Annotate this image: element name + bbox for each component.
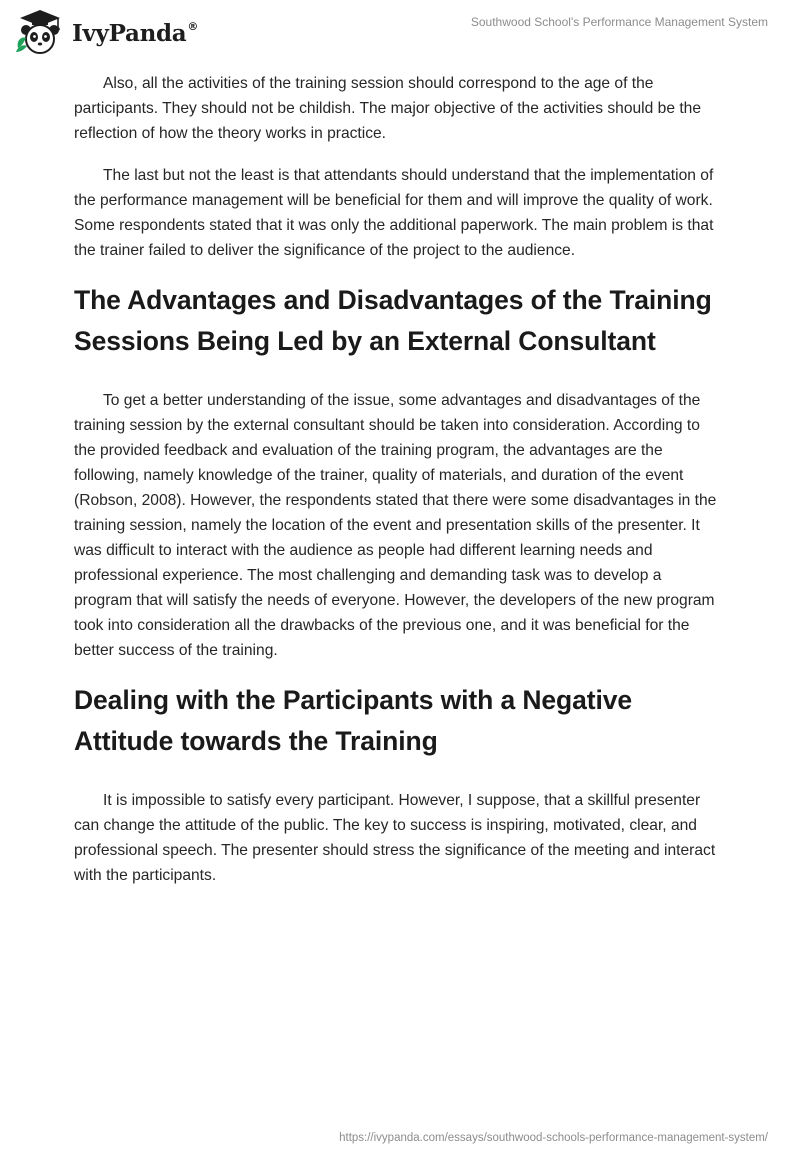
paragraph: The last but not the least is that attendants should understand that the implementation of the performance management will be beneficial for them and will improve the quality of work. Some respondents stated that it was only the additional paperwork. The main problem is that the trainer failed to deliver the significance of the project to the audience.	[74, 167, 714, 259]
essay-content	[74, 71, 720, 905]
paragraph: To get a better understanding of the issue, some advantages and disadvantages of the training session by the external consultant should be taken into consideration. According to the provided feedback and evaluation of the training program, the advantages are the following, namely knowledge of the trainer, quality of materials, and duration of the event (Robson, 2008). However, the respondents stated that there were some disadvantages in the training session, namely the location of the event and presentation skills of the presenter. It was difficult to interact with the audience as people had different learning needs and professional experience. The most challenging and demanding task was to develop a program that will satisfy the needs of everyone. However, the developers of the new program took into consideration all the drawbacks of the previous one, and it was beneficial for the better success of the training.	[74, 392, 717, 659]
section-heading-negative-attitude: Dealing with the Participants with a Negative Attitude towards the Training	[74, 685, 633, 756]
paragraph: It is impossible to satisfy every participant. However, I suppose, that a skillful presenter can change the attitude of the public. The key to success is inspiring, motivated, clear, and professional speech. The presenter should stress the significance of the meeting and interact with the participants.	[74, 792, 716, 884]
brand-name: IvyPanda®	[72, 19, 199, 47]
source-url-link[interactable]: https://ivypanda.com/essays/southwood-schools-performance-management-system/	[339, 1132, 768, 1144]
section-heading-advantages: The Advantages and Disadvantages of the Training Sessions Being Led by an External Consultant	[74, 285, 712, 356]
registered-mark: ®	[187, 19, 199, 33]
paragraph: Also, all the activities of the training session should correspond to the age of the participants. They should not be childish. The major objective of the activities should be the reflection of how the theory works in practice.	[74, 75, 702, 142]
document-title: Southwood School's Performance Management System	[470, 15, 768, 29]
panda-graduate-icon	[14, 8, 66, 56]
ivypanda-logo[interactable]	[14, 8, 198, 56]
page-header	[0, 0, 800, 66]
